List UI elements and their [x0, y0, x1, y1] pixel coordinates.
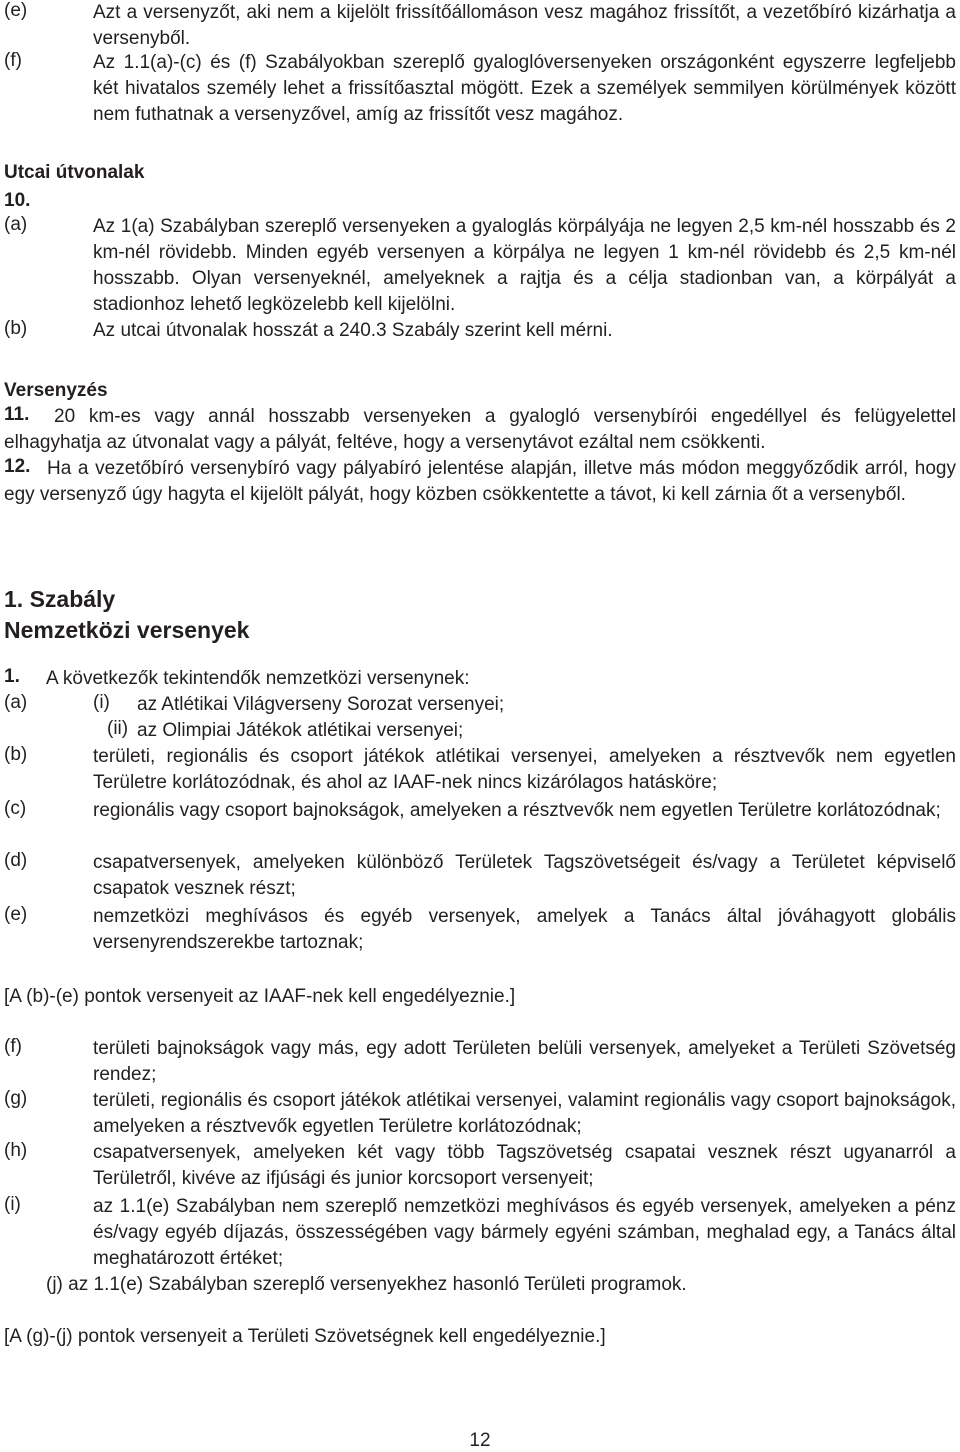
item-number: 1. [4, 666, 20, 687]
item-label: (f) [4, 1036, 22, 1057]
item-text: Azt a versenyzőt, aki nem a kijelölt frissítőállomáson vesz magához frissítőt, a vezetőbíró kizárhatja a versenyből. [93, 2, 956, 49]
note-text: [A (g)-(j) pontok versenyeit a Területi Szövetségnek kell engedélyeznie.] [4, 1326, 606, 1347]
item-text: területi, regionális és csoport játékok atlétikai versenyei, valamint regionális vagy csoport bajnokságok, amelyeken a résztvevők egyetlen Területre korlátozódnak; [93, 1090, 956, 1137]
item-label: (a) [4, 692, 28, 713]
item-text: Az utcai útvonalak hosszát a 240.3 Szabály szerint kell mérni. [93, 320, 613, 341]
section-heading-versenyzes: Versenyzés [4, 380, 108, 401]
item-text: az 1.1(e) Szabályban nem szereplő nemzetközi meghívásos és egyéb versenyek, amelyeken a pénz és/vagy egyéb díjazás, összességében vagy bármely egyéni számban, meghalad egy, a Tanács által meghatározott értéket; [93, 1196, 956, 1269]
item-text: csapatversenyek, amelyeken különböző Területek Tagszövetségeit és/vagy a Területet képviselő csapatok vesznek részt; [93, 852, 956, 899]
item-text: Ha a vezetőbíró versenybíró vagy pályabíró jelentése alapján, illetve más módon meggyőződik arról, hogy egy versenyző úgy hagyta el kijelölt pályát, hogy közben csökkentette a távot, ki kell zárnia őt a versenyből. [4, 458, 956, 505]
item-text: Az 1.1(a)-(c) és (f) Szabályokban szereplő gyaloglóversenyeken országonként egyszerre legfeljebb két hivatalos személy lehet a frissítőasztal mögött. Ezek a személyek semmilyen körülmények között nem futhatnak a versenyzővel, amíg az frissítőt vesz magához. [93, 52, 956, 125]
item-number: 12. [4, 456, 31, 477]
item-text: (j) az 1.1(e) Szabályban szereplő versenyekhez hasonló Területi programok. [46, 1274, 687, 1295]
subitem-label: (i) [93, 692, 110, 713]
item-label: (d) [4, 850, 28, 871]
item-text: területi bajnokságok vagy más, egy adott Területen belüli versenyek, amelyeket a Területi Szövetség rendez; [93, 1038, 956, 1085]
item-text: regionális vagy csoport bajnokságok, amelyeken a résztvevők nem egyetlen Területre korlátozódnak; [93, 800, 941, 821]
item-label: (g) [4, 1088, 28, 1109]
page-number: 12 [469, 1430, 491, 1451]
item-text: A következők tekintendők nemzetközi versenynek: [46, 668, 470, 689]
item-label: (e) [4, 904, 28, 925]
section-heading-utcai: Utcai útvonalak [4, 162, 145, 183]
subitem-label: (ii) [107, 718, 129, 739]
item-label: (e) [4, 0, 28, 21]
item-label: (c) [4, 798, 27, 819]
item-label: (b) [4, 318, 28, 339]
item-label: (b) [4, 744, 28, 765]
item-label: (f) [4, 50, 22, 71]
subitem-text: az Olimpiai Játékok atlétikai versenyei; [137, 720, 464, 741]
subitem-text: az Atlétikai Világverseny Sorozat versenyei; [137, 694, 505, 715]
item-text: Az 1(a) Szabályban szereplő versenyeken a gyaloglás körpályája ne legyen 2,5 km-nél hosszabb és 2 km-nél rövidebb. Minden egyéb versenyen a körpálya ne legyen 1 km-nél rövidebb és 2,5 km-nél hosszabb. Olyan versenyeknél, amelyeknek a rajtja és a célja stadionban van, a körpályát a stadionhoz lehető legközelebb kell kijelölni. [93, 216, 956, 315]
item-label: (a) [4, 214, 28, 235]
item-text: nemzetközi meghívásos és egyéb versenyek, amelyek a Tanács által jóváhagyott globális versenyrendszerekbe tartoznak; [93, 906, 956, 953]
rule-subtitle: Nemzetközi versenyek [4, 617, 250, 643]
section-number-10: 10. [4, 190, 31, 211]
item-label: (h) [4, 1140, 28, 1161]
item-text: csapatversenyek, amelyeken két vagy több Tagszövetség csapatai vesznek részt ugyanarról a Területről, kivéve az ifjúsági és junior korcsoport versenyeit; [93, 1142, 956, 1189]
item-number: 11. [4, 404, 30, 425]
item-label: (i) [4, 1194, 21, 1215]
item-text: 20 km-es vagy annál hosszabb versenyeken a gyalogló versenybírói engedéllyel és felügyelettel elhagyhatja az útvonalat vagy a pályát, feltéve, hogy a versenytávot ezáltal nem csökkenti. [4, 406, 956, 453]
note-text: [A (b)-(e) pontok versenyeit az IAAF-nek kell engedélyeznie.] [4, 986, 516, 1007]
rule-title: 1. Szabály [4, 586, 116, 612]
item-text: területi, regionális és csoport játékok atlétikai versenyei, amelyeken a résztvevők nem egyetlen Területre korlátozódnak, és ahol az IAAF-nek nincs kizárólagos hatásköre; [93, 746, 956, 793]
